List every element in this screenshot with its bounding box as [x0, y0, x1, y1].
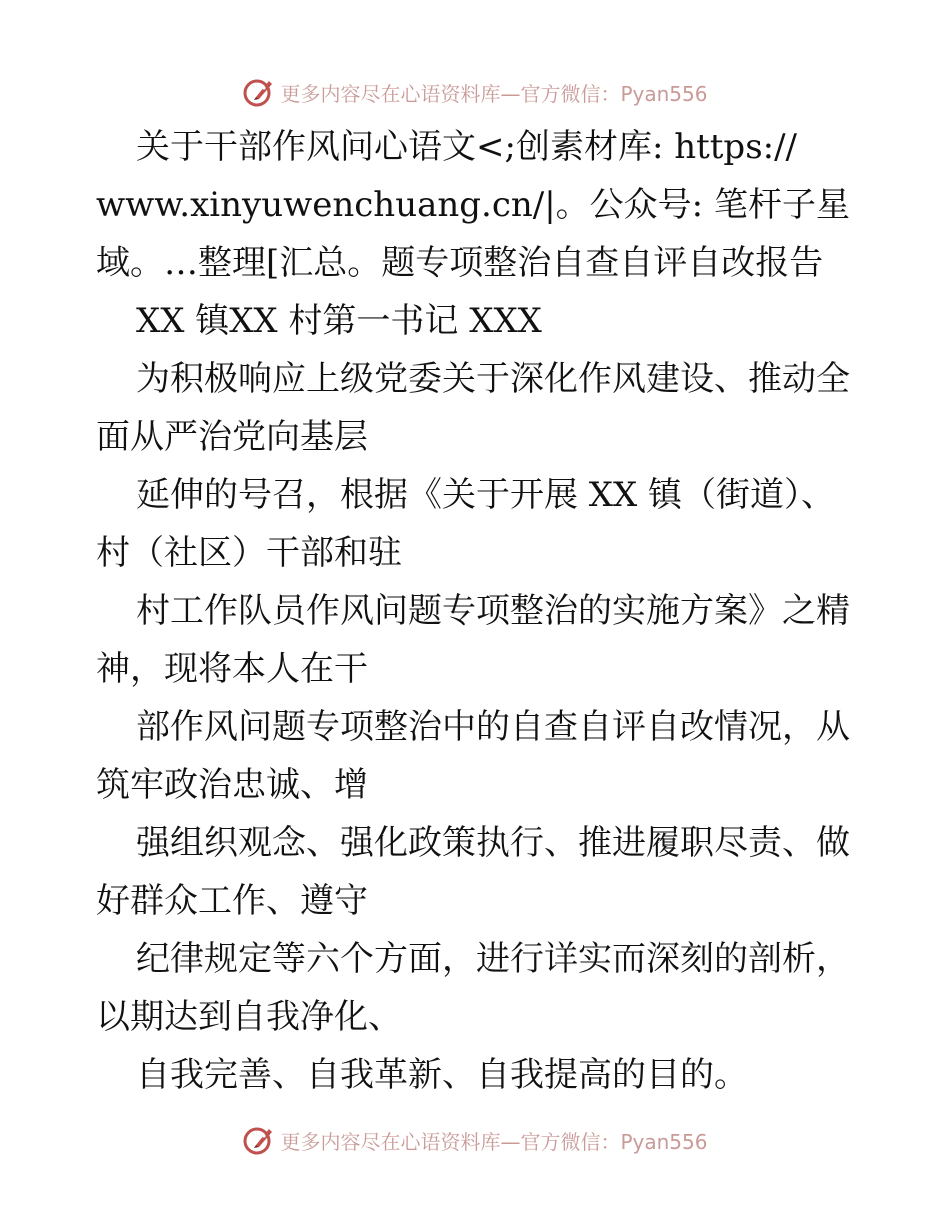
footer-watermark-banner	[0, 1118, 950, 1162]
watermark-text: 更多内容尽在心语资料库—官方微信：Pyan556	[280, 1129, 708, 1154]
document-body	[96, 118, 856, 1104]
text-line: 村工作队员作风问题专项整治的实施方案》之精	[136, 591, 850, 631]
text-line: 村（社区）干部和驻	[96, 533, 402, 573]
text-line: 纪律规定等六个方面，进行详实而深刻的剖析，	[136, 939, 850, 979]
pen-nib-circle-icon	[242, 75, 276, 109]
author-line: XX 镇XX 村第一书记 XXX	[136, 301, 542, 341]
watermark-text: 更多内容尽在心语资料库—官方微信：Pyan556	[280, 81, 708, 106]
header-watermark-banner	[0, 70, 950, 114]
text-line: 好群众工作、遵守	[96, 881, 368, 921]
text-line: 神，现将本人在干	[96, 649, 368, 689]
text-line: 强组织观念、强化政策执行、推进履职尽责、做	[136, 823, 850, 863]
pen-nib-circle-icon	[242, 1123, 276, 1157]
text-line: 部作风问题专项整治中的自查自评自改情况，从	[136, 707, 850, 747]
text-line: 自我完善、自我革新、自我提高的目的。	[136, 1055, 748, 1095]
text-line: www.xinyuwenchuang.cn/|。公众号: 笔杆子星	[96, 185, 850, 225]
text-line: 延伸的号召，根据《关于开展 XX 镇（街道）、	[136, 475, 836, 515]
text-line: 筑牢政治忠诚、增	[96, 765, 368, 805]
text-line: 为积极响应上级党委关于深化作风建设、推动全	[136, 359, 850, 399]
text-line: 关于干部作风问心语文<;创素材库: https://	[136, 127, 798, 167]
text-line: 以期达到自我净化、	[96, 997, 402, 1037]
text-line: 域。…整理[汇总。题专项整治自查自评自改报告	[96, 243, 824, 283]
text-line: 面从严治党向基层	[96, 417, 368, 457]
